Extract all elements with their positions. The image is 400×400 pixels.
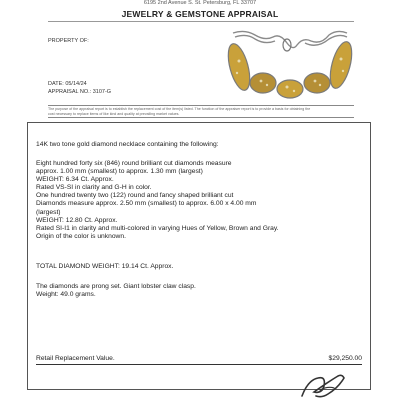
setting-line: Weight: 49.0 grams. — [36, 291, 96, 299]
necklace-photo — [225, 25, 355, 102]
description-line: WEIGHT: 12.80 Ct. Approx. — [36, 216, 118, 224]
description-line: Origin of the color is unknown. — [36, 232, 126, 240]
total-diamond-weight: TOTAL DIAMOND WEIGHT: 19.14 Ct. Approx. — [36, 263, 174, 270]
appraiser-signature — [298, 372, 348, 400]
appraisal-number: APPRAISAL NO.: 3107-G — [48, 89, 112, 95]
necklace-clasp — [283, 39, 291, 51]
description-line: (largest) — [36, 208, 61, 216]
description-line: approx. 1.00 mm (smallest) to approx. 1.30 mm (largest) — [36, 168, 203, 176]
date-line: DATE: 05/14/24 — [48, 81, 87, 87]
disclaimer — [48, 105, 354, 118]
setting-line: The diamonds are prong set. Giant lobster claw clasp. — [36, 283, 196, 290]
retail-value-row — [36, 355, 362, 364]
description-line: Rated SI-I1 in clarity and multi-colored in varying Hues of Yellow, Brown and Gray. — [36, 224, 279, 232]
document-title: JEWELRY & GEMSTONE APPRAISAL — [121, 9, 279, 19]
retail-value-amount: $29,250.00 — [328, 355, 362, 362]
disclaimer-line: cost necessary to replace items of like kind and quality at prevailing market values. — [48, 111, 180, 116]
description-line: One hundred twenty two (122) round and fancy shaped brilliant cut — [36, 192, 234, 200]
retail-value-label: Retail Replacement Value. — [36, 355, 115, 362]
description-line: Diamonds measure approx. 2.50 mm (smallest) to approx. 6.00 x 4.00 mm — [36, 200, 257, 208]
retail-underline — [36, 364, 362, 365]
disclaimer-line: The purpose of the appraisal report is to establish the replacement cost of the item(s) listed. The function of the appraiser report is to provide a basis for obtaining the — [48, 107, 311, 111]
header-divider — [48, 21, 354, 22]
description-line: WEIGHT: 6.34 Ct. Approx. — [36, 176, 114, 184]
company-address: 6195 2nd Avenue S. St. Petersburg, FL 33707 — [143, 0, 257, 6]
description-details — [36, 160, 366, 241]
description-line: Eight hundred forty six (846) round brilliant cut diamonds measure — [36, 160, 232, 167]
setting-details — [36, 283, 366, 299]
description-intro: 14K two tone gold diamond necklace containing the following: — [36, 141, 219, 148]
description-line: Rated VS-SI in clarity and G-H in color. — [36, 184, 152, 192]
property-of-label: PROPERTY OF: — [48, 38, 89, 44]
necklace-chain — [233, 31, 347, 47]
